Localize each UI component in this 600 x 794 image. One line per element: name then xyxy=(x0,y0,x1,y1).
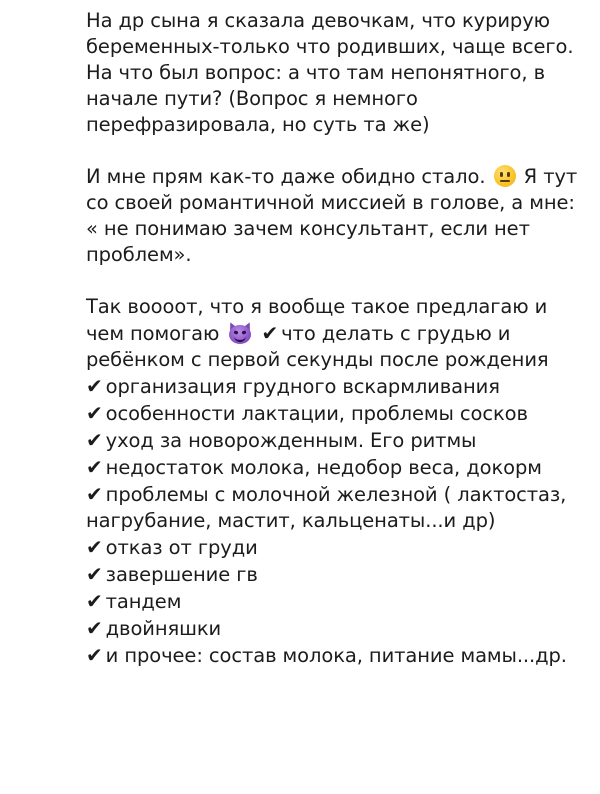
paragraph-1: На др сына я сказала девочкам, что курирую беременных-только что родивших, чаще всего. На что был вопрос: а что там непонятного, в начале пути? (Вопрос я немного перефразировала, но суть та же) xyxy=(86,9,574,136)
list-item-text: завершение гв xyxy=(105,563,258,586)
post-text xyxy=(86,8,586,669)
paragraph-gap xyxy=(86,268,586,294)
list-item xyxy=(86,427,586,454)
list-item: что делать с грудью и ребёнком с первой секунды после рождения xyxy=(86,322,549,371)
list-item xyxy=(86,373,586,400)
check-icon: ✔ xyxy=(86,374,103,398)
check-icon: ✔ xyxy=(86,428,103,452)
list-item xyxy=(86,400,586,427)
list-item xyxy=(86,481,586,534)
check-icon: ✔ xyxy=(86,589,103,613)
list-item-text: тандем xyxy=(105,590,182,613)
list-item xyxy=(86,561,586,588)
paragraph-3 xyxy=(86,294,586,373)
list-item xyxy=(86,534,586,561)
paragraph-gap xyxy=(86,138,586,164)
check-icon: ✔ xyxy=(86,562,103,586)
list-item-text: недостаток молока, недобор веса, докорм xyxy=(105,456,542,479)
check-icon: ✔ xyxy=(86,616,103,640)
list-item xyxy=(86,615,586,642)
check-icon: ✔ xyxy=(86,401,103,425)
paragraph-2-start: И мне прям как-то даже обидно стало. xyxy=(86,165,492,188)
check-icon: ✔ xyxy=(86,643,103,667)
smiling-devil-icon xyxy=(228,322,252,344)
list-item xyxy=(86,454,586,481)
list-item-text: и прочее: состав молока, питание мамы...др. xyxy=(105,644,567,667)
list-item xyxy=(86,588,586,615)
check-icon: ✔ xyxy=(86,535,103,559)
paragraph-3-intro: Так воооот, что я вообще такое предлагаю и чем помогаю xyxy=(86,295,548,345)
list-item-text: отказ от груди xyxy=(105,536,258,559)
check-icon: ✔ xyxy=(86,482,103,506)
check-icon: ✔ xyxy=(86,455,103,479)
list-item-text: уход за новорожденным. Его ритмы xyxy=(105,429,477,452)
paragraph-2 xyxy=(86,164,586,268)
paragraph-2-end: Я тут со своей романтичной миссией в голове, а мне: « не понимаю зачем консультант, если нет проблем». xyxy=(86,165,578,266)
list-item xyxy=(86,642,586,669)
check-list xyxy=(86,373,586,669)
neutral-face-icon xyxy=(494,165,516,187)
check-icon: ✔ xyxy=(261,321,279,345)
list-item-text: двойняшки xyxy=(105,617,222,640)
list-item-text: проблемы с молочной железной ( лактостаз, нагрубание, мастит, кальценаты...и др) xyxy=(86,483,567,532)
list-item-text: особенности лактации, проблемы сосков xyxy=(105,402,528,425)
list-item-text: организация грудного вскармливания xyxy=(105,375,500,398)
